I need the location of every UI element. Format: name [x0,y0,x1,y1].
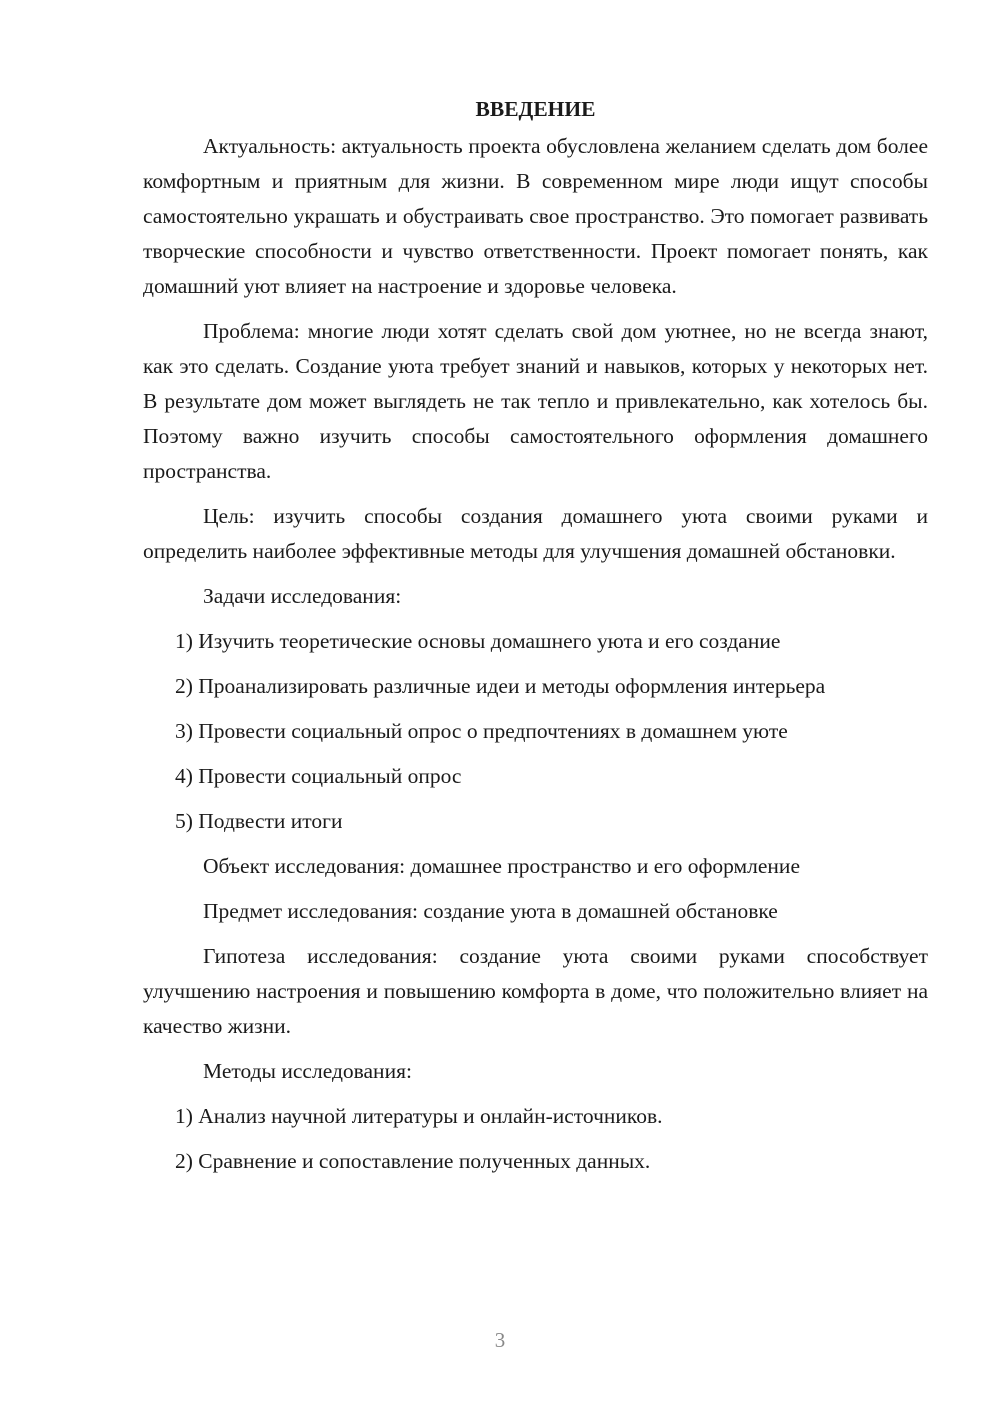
paragraph-goal: Цель: изучить способы создания домашнего уюта своими руками и определить наиболее эффективные методы для улучшения домашней обстановки. [143,504,928,563]
task-item: 5) Подвести итоги [175,809,343,833]
paragraph-object: Объект исследования: домашнее пространство и его оформление [203,854,800,878]
page-number: 3 [494,1328,506,1352]
method-item: 2) Сравнение и сопоставление полученных данных. [175,1149,651,1173]
methods-title: Методы исследования: [203,1059,412,1083]
section-heading: ВВЕДЕНИЕ [475,97,596,121]
method-item: 1) Анализ научной литературы и онлайн-источников. [175,1104,663,1128]
document-page [143,92,928,1189]
task-item: 1) Изучить теоретические основы домашнего уюта и его создание [175,629,781,653]
tasks-title: Задачи исследования: [203,584,402,608]
paragraph-subject: Предмет исследования: создание уюта в домашней обстановке [203,899,778,923]
paragraph-relevance: Актуальность: актуальность проекта обусловлена желанием сделать дом более комфортным и приятным для жизни. В современном мире люди ищут способы самостоятельно украшать и обустраивать свое пространство. Это помогает развивать творческие способности и чувство ответственности. Проект помогает понять, как домашний уют влияет на настроение и здоровье человека. [143,134,928,298]
paragraph-problem: Проблема: многие люди хотят сделать свой дом уютнее, но не всегда знают, как это сделать. Создание уюта требует знаний и навыков, которых у некоторых нет. В результате дом может выглядеть не так тепло и привлекательно, как хотелось бы. Поэтому важно изучить способы самостоятельного оформления домашнего пространства. [143,319,928,483]
task-item: 2) Проанализировать различные идеи и методы оформления интерьера [175,674,826,698]
task-item: 3) Провести социальный опрос о предпочтениях в домашнем уюте [175,719,788,743]
paragraph-hypothesis: Гипотеза исследования: создание уюта своими руками способствует улучшению настроения и повышению комфорта в доме, что положительно влияет на качество жизни. [143,944,928,1038]
task-item: 4) Провести социальный опрос [175,764,462,788]
